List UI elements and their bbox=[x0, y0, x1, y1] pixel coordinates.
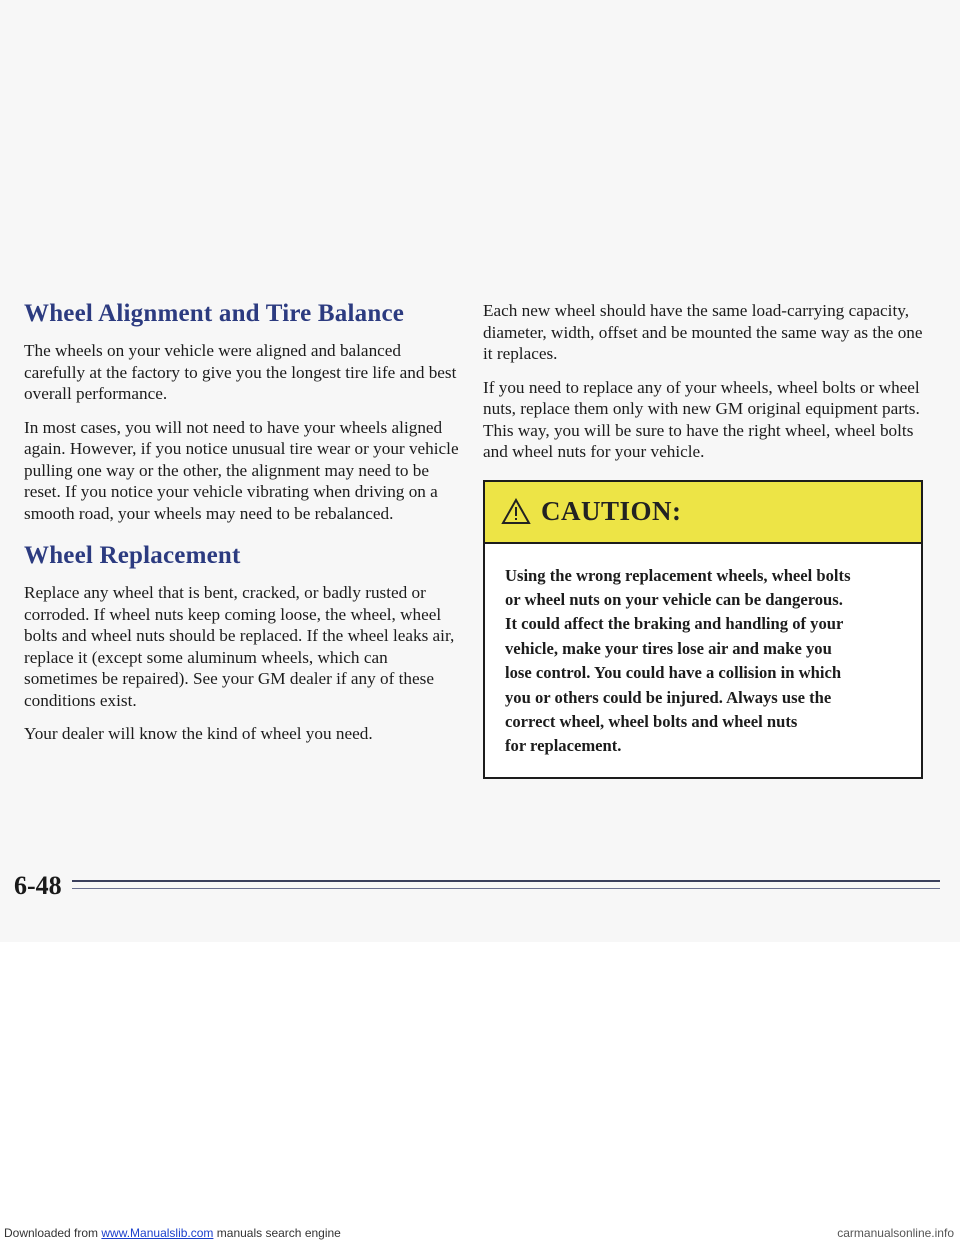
caution-box bbox=[483, 480, 923, 779]
watermark-prefix: Downloaded from bbox=[4, 1226, 102, 1240]
caution-line: you or others could be injured. Always use the bbox=[505, 687, 832, 707]
paragraph: In most cases, you will not need to have your wheels aligned again. However, if you notice unusual tire wear or your vehicle pulling one way or the other, the alignment may need to be reset. If you notice your vehicle vibrating when driving on a smooth road, your wheels may need to be rebalanced. bbox=[24, 417, 459, 523]
page-footer bbox=[14, 871, 940, 899]
caution-line: Using the wrong replacement wheels, wheel bolts bbox=[505, 565, 851, 585]
caution-header bbox=[485, 482, 921, 544]
section-title-wheel-replacement: Wheel Replacement bbox=[24, 542, 241, 569]
download-watermark bbox=[4, 1226, 341, 1240]
paragraph: Each new wheel should have the same load-carrying capacity, diameter, width, offset and be mounted the same way as the one it replaces. bbox=[483, 301, 923, 363]
watermark-suffix: manuals search engine bbox=[213, 1226, 341, 1240]
caution-line: lose control. You could have a collision in which bbox=[505, 663, 842, 683]
warning-triangle-icon bbox=[501, 498, 531, 525]
footer-rule bbox=[72, 888, 940, 889]
caution-title: CAUTION: bbox=[541, 496, 682, 526]
footer-rule bbox=[72, 880, 940, 882]
section-title-wheel-alignment: Wheel Alignment and Tire Balance bbox=[24, 300, 405, 327]
manualslib-link[interactable]: www.Manualslib.com bbox=[101, 1226, 214, 1240]
left-column bbox=[24, 300, 464, 757]
caution-line: for replacement. bbox=[505, 736, 622, 756]
caution-line: vehicle, make your tires lose air and make you bbox=[505, 638, 832, 658]
paragraph: If you need to replace any of your wheels, wheel bolts or wheel nuts, replace them only with new GM original equipment parts. This way, you will be sure to have the right wheel, wheel bolts and wheel nuts for your vehicle. bbox=[483, 377, 920, 461]
page-number: 6-48 bbox=[14, 871, 62, 900]
caution-line: It could affect the braking and handling of your bbox=[505, 614, 844, 634]
caution-line: correct wheel, wheel bolts and wheel nuts bbox=[505, 711, 798, 731]
caution-text bbox=[485, 544, 921, 777]
right-column bbox=[483, 300, 923, 779]
site-watermark: carmanualsonline.info bbox=[837, 1226, 954, 1240]
paragraph: The wheels on your vehicle were aligned and balanced carefully at the factory to give you the longest tire life and best overall performance. bbox=[24, 341, 457, 403]
caution-line: or wheel nuts on your vehicle can be dangerous. bbox=[505, 589, 843, 609]
paragraph: Replace any wheel that is bent, cracked, or badly rusted or corroded. If wheel nuts keep coming loose, the wheel, wheel bolts and wheel nuts should be replaced. If the wheel leaks air, replace it (except some aluminum wheels, which can sometimes be repaired). See your GM dealer if any of these conditions exist. bbox=[24, 583, 455, 710]
paragraph: Your dealer will know the kind of wheel you need. bbox=[24, 724, 373, 743]
